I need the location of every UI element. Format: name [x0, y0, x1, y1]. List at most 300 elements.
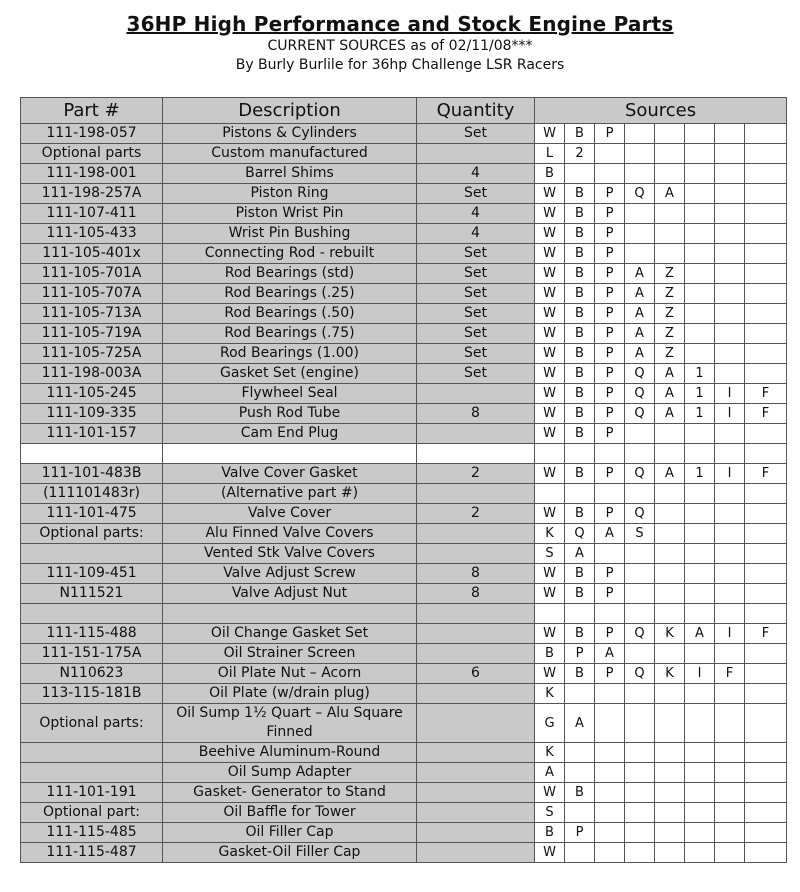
source-code-cell: B: [565, 364, 595, 384]
source-code-cell: [745, 184, 787, 204]
part-number-cell: 111-105-725A: [21, 344, 163, 364]
source-code-cell: [595, 544, 625, 564]
table-row: [21, 344, 787, 364]
description-cell: Alu Finned Valve Covers: [163, 524, 417, 544]
source-code-cell: [625, 684, 655, 704]
quantity-cell: Set: [417, 184, 535, 204]
source-code-cell: [745, 284, 787, 304]
source-code-cell: P: [595, 244, 625, 264]
source-code-cell: Q: [625, 664, 655, 684]
source-code-cell: [625, 124, 655, 144]
quantity-cell: Set: [417, 304, 535, 324]
source-code-cell: [625, 544, 655, 564]
source-code-cell: A: [625, 304, 655, 324]
source-code-cell: [745, 344, 787, 364]
table-row: [21, 124, 787, 144]
source-code-cell: [655, 564, 685, 584]
source-code-cell: [715, 564, 745, 584]
source-code-cell: W: [535, 564, 565, 584]
source-code-cell: W: [535, 224, 565, 244]
quantity-cell: Set: [417, 344, 535, 364]
source-code-cell: [685, 584, 715, 604]
source-code-cell: [625, 763, 655, 783]
source-code-cell: Q: [625, 504, 655, 524]
source-code-cell: [625, 224, 655, 244]
description-cell: Connecting Rod - rebuilt: [163, 244, 417, 264]
source-code-cell: [625, 204, 655, 224]
source-code-cell: I: [715, 624, 745, 644]
source-code-cell: W: [535, 364, 565, 384]
quantity-cell: Set: [417, 264, 535, 284]
description-cell: Pistons & Cylinders: [163, 124, 417, 144]
quantity-cell: [417, 624, 535, 644]
part-number-cell: N111521: [21, 584, 163, 604]
description-cell: Oil Plate Nut – Acorn: [163, 664, 417, 684]
source-code-cell: A: [625, 324, 655, 344]
source-code-cell: Q: [625, 464, 655, 484]
source-code-cell: B: [565, 224, 595, 244]
source-code-cell: B: [565, 783, 595, 803]
source-code-cell: P: [595, 184, 625, 204]
source-code-cell: [715, 504, 745, 524]
source-code-cell: A: [655, 364, 685, 384]
source-code-cell: W: [535, 584, 565, 604]
description-cell: Custom manufactured: [163, 144, 417, 164]
source-code-cell: [685, 524, 715, 544]
source-code-cell: [655, 704, 685, 743]
quantity-cell: [417, 684, 535, 704]
source-code-cell: W: [535, 424, 565, 444]
source-code-cell: [655, 524, 685, 544]
source-code-cell: P: [595, 624, 625, 644]
part-number-cell: 111-198-257A: [21, 184, 163, 204]
table-row: [21, 484, 787, 504]
source-code-cell: [655, 684, 685, 704]
source-code-cell: P: [595, 404, 625, 424]
source-code-cell: B: [565, 424, 595, 444]
table-row: [21, 284, 787, 304]
source-code-cell: B: [565, 124, 595, 144]
description-cell: Oil Filler Cap: [163, 823, 417, 843]
source-code-cell: [685, 763, 715, 783]
spacer-row: [21, 444, 787, 464]
source-code-cell: [685, 504, 715, 524]
source-code-cell: [655, 244, 685, 264]
description-cell: Valve Adjust Nut: [163, 584, 417, 604]
quantity-cell: Set: [417, 124, 535, 144]
source-code-cell: W: [535, 244, 565, 264]
quantity-cell: [417, 484, 535, 504]
source-code-cell: F: [745, 404, 787, 424]
table-row: [21, 564, 787, 584]
source-code-cell: [655, 843, 685, 863]
source-code-cell: K: [655, 624, 685, 644]
source-code-cell: K: [655, 664, 685, 684]
source-code-cell: [655, 224, 685, 244]
source-code-cell: B: [565, 384, 595, 404]
quantity-cell: 6: [417, 664, 535, 684]
quantity-cell: [417, 144, 535, 164]
source-code-cell: A: [595, 524, 625, 544]
description-cell: Oil Plate (w/drain plug): [163, 684, 417, 704]
part-number-cell: 111-109-451: [21, 564, 163, 584]
source-code-cell: [625, 743, 655, 763]
source-code-cell: [715, 843, 745, 863]
spacer-cell: [565, 604, 595, 624]
source-code-cell: [745, 324, 787, 344]
source-code-cell: [715, 803, 745, 823]
source-code-cell: [745, 783, 787, 803]
source-code-cell: B: [565, 344, 595, 364]
source-code-cell: P: [595, 504, 625, 524]
part-number-cell: 111-101-191: [21, 783, 163, 803]
source-code-cell: Q: [565, 524, 595, 544]
source-code-cell: 1: [685, 464, 715, 484]
source-code-cell: I: [715, 384, 745, 404]
column-header-sources: Sources: [535, 98, 787, 124]
source-code-cell: [625, 584, 655, 604]
part-number-cell: [21, 544, 163, 564]
part-number-cell: [21, 743, 163, 763]
source-code-cell: Q: [625, 184, 655, 204]
source-code-cell: [745, 524, 787, 544]
source-code-cell: P: [595, 364, 625, 384]
source-code-cell: [715, 144, 745, 164]
source-code-cell: F: [745, 624, 787, 644]
source-code-cell: [685, 204, 715, 224]
table-row: [21, 644, 787, 664]
subtitle-sources-date: CURRENT SOURCES as of 02/11/08***: [267, 38, 533, 54]
description-cell: Valve Adjust Screw: [163, 564, 417, 584]
part-number-cell: Optional parts:: [21, 704, 163, 743]
source-code-cell: [715, 484, 745, 504]
description-cell: Gasket- Generator to Stand: [163, 783, 417, 803]
source-code-cell: Z: [655, 324, 685, 344]
source-code-cell: [715, 524, 745, 544]
part-number-cell: 113-115-181B: [21, 684, 163, 704]
spacer-cell: [715, 444, 745, 464]
source-code-cell: [715, 244, 745, 264]
part-number-cell: Optional part:: [21, 803, 163, 823]
source-code-cell: [685, 704, 715, 743]
source-code-cell: W: [535, 284, 565, 304]
table-row: [21, 304, 787, 324]
table-row: [21, 544, 787, 564]
source-code-cell: A: [625, 344, 655, 364]
source-code-cell: [625, 244, 655, 264]
source-code-cell: [625, 644, 655, 664]
source-code-cell: K: [535, 743, 565, 763]
source-code-cell: [655, 823, 685, 843]
source-code-cell: Q: [625, 624, 655, 644]
spacer-cell: [417, 444, 535, 464]
source-code-cell: [745, 424, 787, 444]
source-code-cell: K: [535, 684, 565, 704]
source-code-cell: [565, 803, 595, 823]
description-cell: Vented Stk Valve Covers: [163, 544, 417, 564]
part-number-cell: 111-109-335: [21, 404, 163, 424]
source-code-cell: [655, 144, 685, 164]
quantity-cell: 4: [417, 164, 535, 184]
description-cell: Rod Bearings (.25): [163, 284, 417, 304]
source-code-cell: B: [535, 164, 565, 184]
part-number-cell: 111-105-713A: [21, 304, 163, 324]
source-code-cell: B: [565, 404, 595, 424]
source-code-cell: [685, 803, 715, 823]
spacer-cell: [535, 604, 565, 624]
source-code-cell: [715, 544, 745, 564]
part-number-cell: N110623: [21, 664, 163, 684]
source-code-cell: A: [565, 544, 595, 564]
source-code-cell: S: [535, 544, 565, 564]
source-code-cell: [745, 843, 787, 863]
source-code-cell: [685, 344, 715, 364]
source-code-cell: [595, 763, 625, 783]
source-code-cell: [685, 144, 715, 164]
source-code-cell: Z: [655, 304, 685, 324]
source-code-cell: B: [565, 184, 595, 204]
source-code-cell: W: [535, 304, 565, 324]
source-code-cell: [715, 304, 745, 324]
source-code-cell: [565, 164, 595, 184]
source-code-cell: [715, 704, 745, 743]
source-code-cell: B: [565, 664, 595, 684]
source-code-cell: [715, 264, 745, 284]
source-code-cell: [715, 324, 745, 344]
source-code-cell: B: [565, 304, 595, 324]
source-code-cell: [745, 504, 787, 524]
spacer-cell: [625, 444, 655, 464]
spacer-cell: [595, 444, 625, 464]
source-code-cell: [565, 684, 595, 704]
source-code-cell: P: [595, 464, 625, 484]
quantity-cell: [417, 763, 535, 783]
source-code-cell: K: [535, 524, 565, 544]
quantity-cell: 4: [417, 204, 535, 224]
part-number-cell: 111-115-487: [21, 843, 163, 863]
description-cell: Oil Change Gasket Set: [163, 624, 417, 644]
source-code-cell: B: [565, 584, 595, 604]
source-code-cell: [745, 264, 787, 284]
part-number-cell: 111-115-485: [21, 823, 163, 843]
description-cell: Push Rod Tube: [163, 404, 417, 424]
source-code-cell: [685, 304, 715, 324]
source-code-cell: P: [595, 564, 625, 584]
source-code-cell: A: [595, 644, 625, 664]
source-code-cell: [685, 124, 715, 144]
table-row: [21, 184, 787, 204]
source-code-cell: [715, 823, 745, 843]
source-code-cell: [595, 803, 625, 823]
description-cell: (Alternative part #): [163, 484, 417, 504]
source-code-cell: [745, 144, 787, 164]
source-code-cell: [625, 484, 655, 504]
description-cell: Rod Bearings (1.00): [163, 344, 417, 364]
spacer-cell: [655, 604, 685, 624]
source-code-cell: [625, 783, 655, 803]
source-code-cell: [685, 184, 715, 204]
source-code-cell: B: [565, 324, 595, 344]
source-code-cell: [685, 743, 715, 763]
source-code-cell: [715, 644, 745, 664]
source-code-cell: [655, 484, 685, 504]
source-code-cell: [745, 164, 787, 184]
source-code-cell: S: [535, 803, 565, 823]
quantity-cell: 8: [417, 564, 535, 584]
part-number-cell: 111-105-719A: [21, 324, 163, 344]
quantity-cell: [417, 843, 535, 863]
description-cell: Piston Wrist Pin: [163, 204, 417, 224]
source-code-cell: A: [655, 404, 685, 424]
spacer-cell: [715, 604, 745, 624]
quantity-cell: 2: [417, 464, 535, 484]
source-code-cell: P: [595, 204, 625, 224]
source-code-cell: [685, 564, 715, 584]
source-code-cell: W: [535, 384, 565, 404]
source-code-cell: 1: [685, 404, 715, 424]
table-row: [21, 704, 787, 743]
description-cell: Oil Strainer Screen: [163, 644, 417, 664]
source-code-cell: [655, 763, 685, 783]
part-number-cell: 111-198-003A: [21, 364, 163, 384]
spacer-cell: [745, 444, 787, 464]
source-code-cell: [745, 704, 787, 743]
table-header-row: [21, 98, 787, 124]
source-code-cell: B: [565, 504, 595, 524]
part-number-cell: 111-101-157: [21, 424, 163, 444]
source-code-cell: [745, 124, 787, 144]
source-code-cell: A: [655, 384, 685, 404]
source-code-cell: [715, 164, 745, 184]
source-code-cell: Q: [625, 364, 655, 384]
source-code-cell: [715, 763, 745, 783]
source-code-cell: S: [625, 524, 655, 544]
source-code-cell: [745, 743, 787, 763]
source-code-cell: [595, 704, 625, 743]
source-code-cell: [625, 564, 655, 584]
table-row: [21, 384, 787, 404]
description-cell: Oil Sump 1½ Quart – Alu Square Finned: [163, 704, 417, 743]
source-code-cell: 2: [565, 144, 595, 164]
part-number-cell: 111-105-433: [21, 224, 163, 244]
source-code-cell: Z: [655, 284, 685, 304]
source-code-cell: [625, 704, 655, 743]
source-code-cell: [655, 124, 685, 144]
source-code-cell: [745, 763, 787, 783]
source-code-cell: [685, 484, 715, 504]
source-code-cell: A: [655, 184, 685, 204]
part-number-cell: 111-151-175A: [21, 644, 163, 664]
source-code-cell: P: [565, 644, 595, 664]
quantity-cell: [417, 524, 535, 544]
description-cell: Rod Bearings (.50): [163, 304, 417, 324]
source-code-cell: W: [535, 184, 565, 204]
part-number-cell: Optional parts:: [21, 524, 163, 544]
source-code-cell: L: [535, 144, 565, 164]
quantity-cell: [417, 544, 535, 564]
source-code-cell: [715, 224, 745, 244]
source-code-cell: W: [535, 664, 565, 684]
source-code-cell: W: [535, 404, 565, 424]
table-row: [21, 763, 787, 783]
table-row: [21, 364, 787, 384]
source-code-cell: Z: [655, 264, 685, 284]
source-code-cell: [745, 684, 787, 704]
source-code-cell: [715, 783, 745, 803]
source-code-cell: [745, 564, 787, 584]
source-code-cell: P: [595, 424, 625, 444]
source-code-cell: A: [535, 763, 565, 783]
part-number-cell: 111-198-057: [21, 124, 163, 144]
table-row: [21, 464, 787, 484]
table-row: [21, 803, 787, 823]
spacer-cell: [21, 444, 163, 464]
source-code-cell: [685, 823, 715, 843]
table-row: [21, 783, 787, 803]
spacer-cell: [745, 604, 787, 624]
spacer-cell: [625, 604, 655, 624]
source-code-cell: [745, 364, 787, 384]
part-number-cell: 111-198-001: [21, 164, 163, 184]
source-code-cell: P: [595, 224, 625, 244]
table-row: [21, 584, 787, 604]
part-number-cell: Optional parts: [21, 144, 163, 164]
column-header-quantity: Quantity: [417, 98, 535, 124]
table-row: [21, 624, 787, 644]
source-code-cell: [745, 244, 787, 264]
source-code-cell: [625, 803, 655, 823]
quantity-cell: Set: [417, 364, 535, 384]
table-row: [21, 244, 787, 264]
table-row: [21, 404, 787, 424]
description-cell: Rod Bearings (std): [163, 264, 417, 284]
source-code-cell: W: [535, 324, 565, 344]
quantity-cell: 8: [417, 404, 535, 424]
quantity-cell: [417, 823, 535, 843]
spacer-cell: [417, 604, 535, 624]
source-code-cell: P: [595, 584, 625, 604]
part-number-cell: 111-105-701A: [21, 264, 163, 284]
source-code-cell: 1: [685, 364, 715, 384]
source-code-cell: [685, 684, 715, 704]
source-code-cell: [595, 823, 625, 843]
source-code-cell: W: [535, 264, 565, 284]
source-code-cell: [745, 224, 787, 244]
source-code-cell: [595, 684, 625, 704]
description-cell: Gasket Set (engine): [163, 364, 417, 384]
source-code-cell: [715, 124, 745, 144]
source-code-cell: [745, 204, 787, 224]
source-code-cell: [685, 284, 715, 304]
description-cell: Beehive Aluminum-Round: [163, 743, 417, 763]
column-header-description: Description: [163, 98, 417, 124]
description-cell: Cam End Plug: [163, 424, 417, 444]
source-code-cell: F: [745, 464, 787, 484]
source-code-cell: W: [535, 783, 565, 803]
part-number-cell: 111-107-411: [21, 204, 163, 224]
spacer-cell: [655, 444, 685, 464]
source-code-cell: [745, 584, 787, 604]
source-code-cell: F: [715, 664, 745, 684]
quantity-cell: Set: [417, 284, 535, 304]
source-code-cell: [595, 843, 625, 863]
source-code-cell: [715, 344, 745, 364]
source-code-cell: W: [535, 504, 565, 524]
source-code-cell: W: [535, 344, 565, 364]
source-code-cell: B: [565, 244, 595, 264]
source-code-cell: [715, 424, 745, 444]
spacer-cell: [21, 604, 163, 624]
